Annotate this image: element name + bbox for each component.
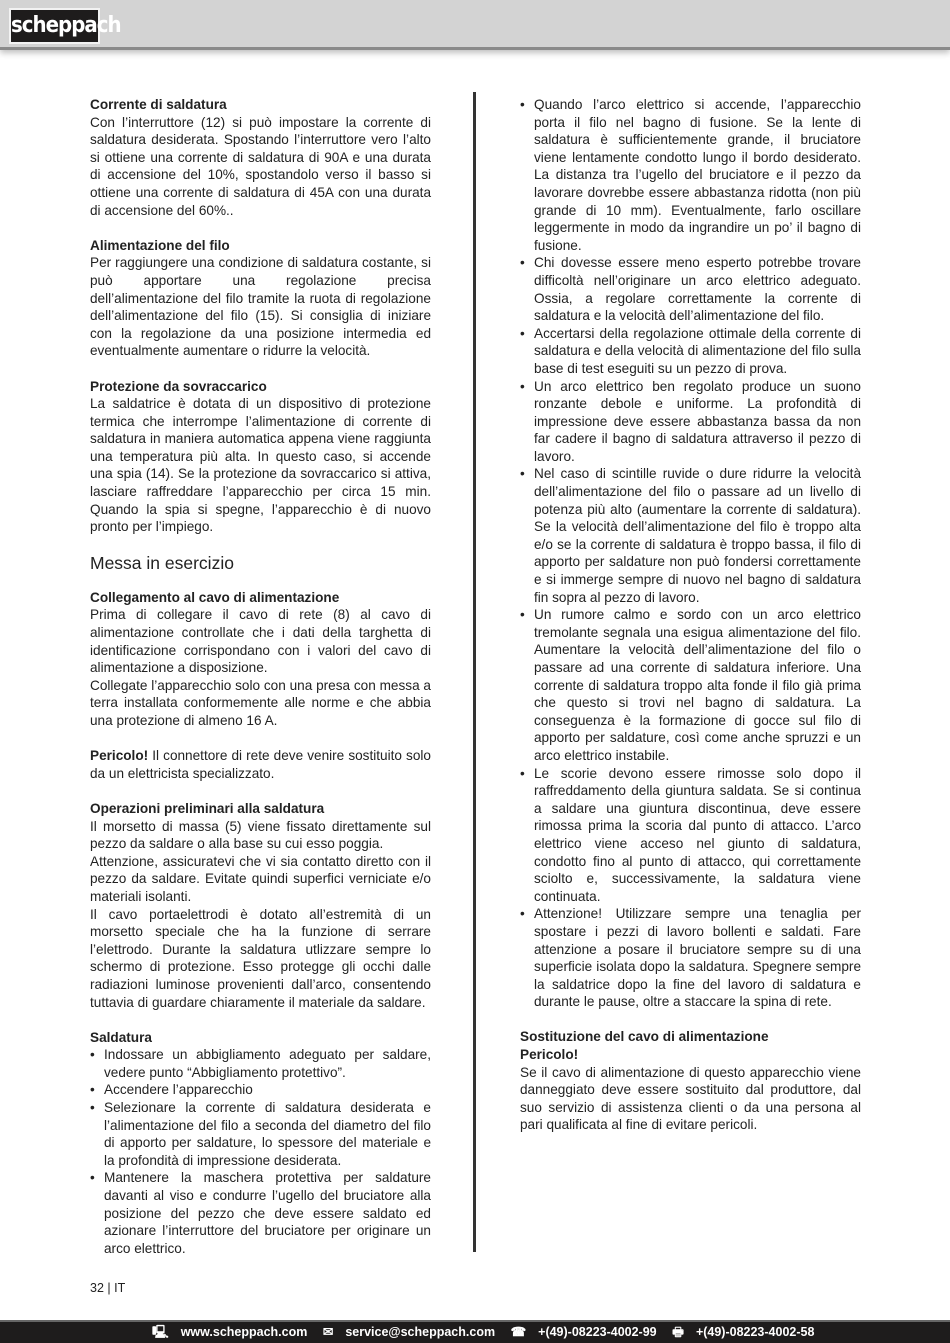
bullet-list [520,96,861,1011]
paragraph: La saldatrice è dotata di un dispositivo di protezione termica che interrompe l’alimentazione di corrente di saldatura in maniera automatica appena viene raggiunta una temperatura più alta. In questo caso, si accende una spia (14). Se la protezione da sovraccarico si attiva, lasciare raffreddare l’apparecchio per circa 15 min. Quando la spia si spegne, l’apparecchio è di nuovo pronto per l’impiego. [90,396,431,535]
list-item: • Quando l’arco elettrico si accende, l’apparecchio porta il filo nel bagno di fusione. Se la lente di saldatura è sufficientemente grande, il bruciatore viene lentamente condotto lungo il bordo desiderato. La distanza tra l’ugello del bruciatore e il pezzo da lavorare dovrebbe essere abbastanza ridotta (non più grande di 10 mm). Eventualmente, farlo oscillare leggermente in modo da ingrandire un po’ il bagno di fusione. [520,96,861,254]
bullet-list [90,1046,431,1257]
left-column [90,96,431,1257]
list-item: • Un arco elettrico ben regolato produce un suono ronzante debole e uniforme. La profondità di impressione deve essere abbastanza bassa da non far cadere il bagno di saldatura attraverso il pezzo di lavoro. [520,378,861,466]
page-footer [0,1320,950,1343]
page-number: 32 | IT [90,1281,126,1295]
paragraph: Attenzione, assicuratevi che vi sia contatto diretto con il pezzo da saldare. Evitate quindi superfici verniciate e/o materiali isolanti. [90,853,431,904]
paragraph: Per raggiungere una condizione di saldatura costante, si può apportare una regolazione precisa dell’alimentazione del filo tramite la ruota di regolazione dell’alimentazione del filo (15). Si consiglia di iniziare con la regolazione da una posizione intermedia ed eventualmente aumentare o ridurre la velocità. [90,255,431,359]
list-item: • Attenzione! Utilizzare sempre una tenaglia per spostare i pezzi di lavoro bollenti e saldati. Fare attenzione a posare il bruciatore sempre su di una superficie isolata dopo la saldatura. Spegnere sempre la saldatrice dopo la fine del lavoro di saldatura e durante le pause, oltre a staccare la spina di rete. [520,905,861,1011]
fax-icon: 🖶 [672,1325,684,1339]
section-heading: Collegamento al cavo di alimentazione [90,589,340,605]
column-divider [473,92,476,1252]
section-heading: Operazioni preliminari alla saldatura [90,800,325,816]
right-column [520,96,861,1134]
list-item: • Chi dovesse essere meno esperto potrebbe trovare difficoltà nell’originare un arco elettrico adeguato. Ossia, a regolare correttamente la corrente di saldatura e la velocità dell’alimentazione del filo. [520,254,861,324]
danger-text: Il connettore di rete deve venire sostituito solo da un elettricista specializzato. [90,748,431,781]
email-link[interactable]: service@scheppach.com [345,1325,496,1339]
section-heading: Alimentazione del filo [90,237,230,253]
phone-number: +(49)-08223-4002-99 [538,1325,657,1339]
list-item: • Selezionare la corrente di saldatura desiderata e l’alimentazione del filo a seconda del diametro del filo di apporto per saldature, lo spessore del materiale e la profondità di impressione desiderata. [90,1099,431,1169]
list-item: • Accendere l’apparecchio [90,1081,431,1099]
chapter-title: Messa in esercizio [90,552,234,573]
paragraph: Prima di collegare il cavo di rete (8) al cavo di alimentazione controllate che i dati della targhetta di identificazione corrispondano con i valori del cavo di alimentazione a disposizione. [90,607,431,676]
danger-label: Pericolo! [520,1047,579,1063]
fax-number: +(49)-08223-4002-58 [695,1325,815,1339]
list-item: • Mantenere la maschera protettiva per saldature davanti al viso e condurre l’ugello del bruciatore alla posizione del pezzo che deve essere saldato ed azionare l’interruttore del bruciatore per originare un arco elettrico. [90,1169,431,1257]
list-item: • Nel caso di scintille ruvide o dure ridurre la velocità dell’alimentazione del filo o passare ad un livello di potenza più alto (aumentare la corrente di saldatura). Se la velocità dell’alimentazione del filo è troppo alta e/o se la corrente di saldatura è troppo bassa, il filo di apporto per saldature non può fondersi correttamente e si immerge sempre di nuovo nel bagno di saldatura fin sopra al pezzo di lavoro. [520,465,861,606]
section-heading: Corrente di saldatura [90,97,227,112]
page-header [0,0,950,50]
scheppach-logo: scheppach [9,8,100,44]
website-link[interactable]: www.scheppach.com [180,1325,308,1339]
section-heading: Protezione da sovraccarico [90,378,267,394]
list-item: • Indossare un abbigliamento adeguato per saldare, vedere punto “Abbigliamento protettivo”. [90,1046,431,1081]
list-item: • Accertarsi della regolazione ottimale della corrente di saldatura e della velocità di alimentazione del filo sulla base di test eseguiti su un pezzo di prova. [520,325,861,378]
section-heading: Sostituzione del cavo di alimentazione [520,1029,769,1045]
mail-icon: ✉ [322,1325,334,1339]
list-item: • Un rumore calmo e sordo con un arco elettrico tremolante segnala una esigua alimentazione del filo. Aumentare la velocità dell’alimentazione del filo o passare ad una corrente di saldatura inferiore. Una corrente di saldatura troppo alta fonde il filo già prima che questo si trovi nel bagno di saldatura. La conseguenza è la formazione di gocce sul filo di apporto per saldature, così come anche spruzzi e un arco elettrico instabile. [520,606,861,764]
list-item: • Le scorie devono essere rimosse solo dopo il raffreddamento della giuntura saldata. Se si continua a saldare una giuntura discontinua, deve essere rimossa prima la scoria dal punto di attacco. L’arco elettrico viene acceso nel giunto di saldatura, condotto fino al punto di attacco, qui correttamente sciolto e, successivamente, la saldatura viene continuata. [520,765,861,906]
phone-icon: ☎ [510,1325,527,1339]
paragraph: Il morsetto di massa (5) viene fissato direttamente sul pezzo da saldare o alla base su cui esso poggia. [90,818,431,852]
section-heading: Saldatura [90,1029,152,1045]
paragraph: Con l’interruttore (12) si può impostare la corrente di saldatura desiderata. Spostando l’interruttore vero l’alto si ottiene una corrente di saldatura di 90A e una durata di accensione del 10%, spostandolo verso il basso si ottiene una corrente di saldatura di 45A con una durata di accensione del 60%.. [90,114,431,218]
paragraph: Se il cavo di alimentazione di questo apparecchio viene danneggiato deve essere sostituito dal produttore, dal suo servizio di assistenza clienti o da una persona al pari qualificata al fine di evitare pericoli. [520,1064,861,1133]
danger-label: Pericolo! [90,748,149,764]
paragraph: Il cavo portaelettrodi è dotato all’estremità di un morsetto speciale che ha la funzione di serrare l’elettrodo. Durante la saldatura utlizzare sempre lo schermo di protezione. Esso protegge gli occhi dalle radiazioni luminose provenienti dall’arco, consentendo tuttavia di guardare chiaramente il materiale da saldare. [90,906,431,1010]
computer-icon: 🖳 [152,1325,169,1339]
paragraph: Collegate l’apparecchio solo con una presa con messa a terra installata conformemente alle norme e che abbia una protezione di almeno 16 A. [90,677,431,728]
danger-note [90,747,431,782]
